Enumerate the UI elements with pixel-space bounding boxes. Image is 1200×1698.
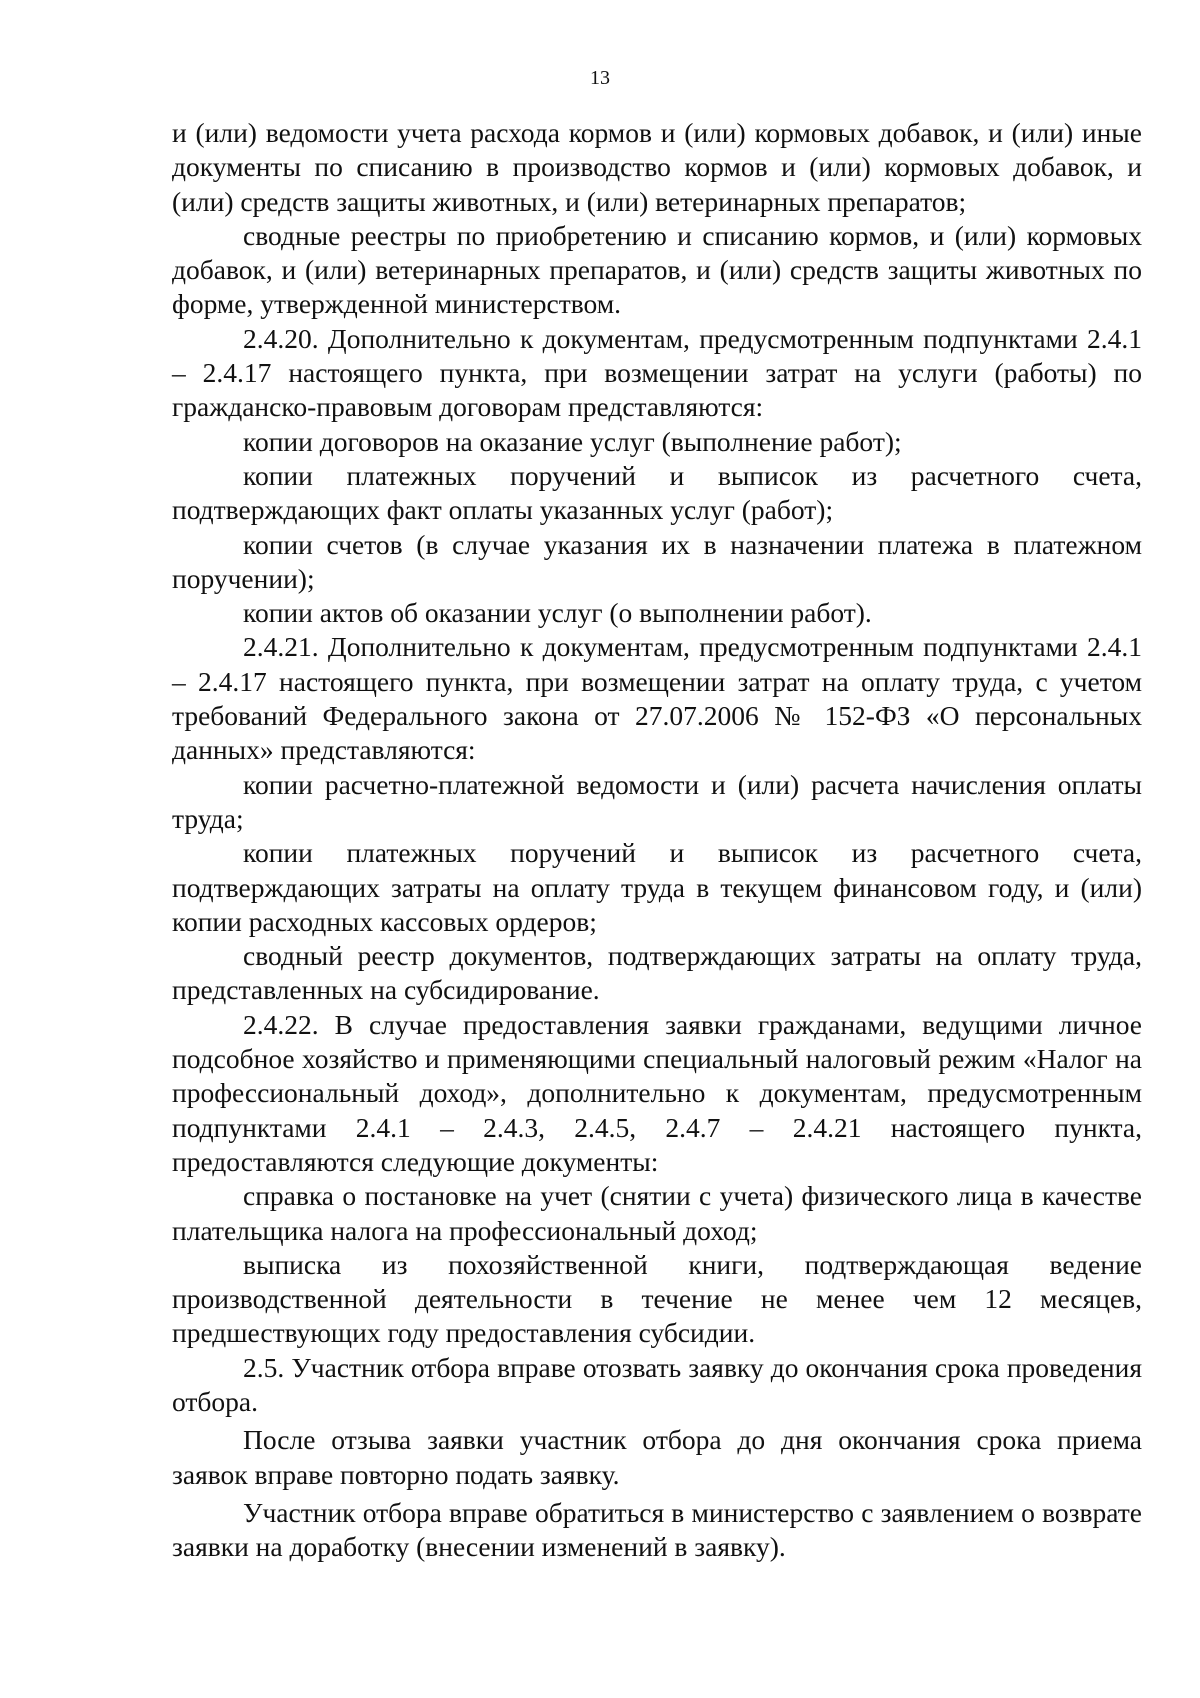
paragraph-6: копии счетов (в случае указания их в назначении платежа в платежном поручении); — [172, 528, 1142, 594]
paragraph-14: выписка из похозяйственной книги, подтверждающая ведение производственной деятельности в течение не менее чем 12 месяцев, предшествующих году предоставления субсидии. — [172, 1248, 1142, 1349]
page-number: 13 — [590, 67, 610, 89]
paragraph-5: копии платежных поручений и выписок из расчетного счета, подтверждающих факт оплаты указанных услуг (работ); — [172, 459, 1142, 526]
paragraph-2: сводные реестры по приобретению и списанию кормов, и (или) кормовых добавок, и (или) ветеринарных препаратов, и (или) средств защиты животных по форме, утвержденной министерством. — [172, 219, 1142, 320]
paragraph-15: 2.5. Участник отбора вправе отозвать заявку до окончания срока проведения отбора. — [172, 1351, 1142, 1417]
paragraph-13: справка о постановке на учет (снятии с учета) физического лица в качестве плательщика налога на профессиональный доход; — [172, 1180, 1142, 1246]
paragraph-10: копии платежных поручений и выписок из расчетного счета, подтверждающих затраты на оплату труда в текущем финансовом году, и (или) копии расходных кассовых ордеров; — [172, 837, 1142, 937]
paragraph-3: 2.4.20. Дополнительно к документам, предусмотренным подпунктами 2.4.1 – 2.4.17 настоящего пункта, при возмещении затрат на услуги (работы) по гражданско-правовым договорам представляются: — [172, 322, 1142, 423]
paragraph-12: 2.4.22. В случае предоставления заявки гражданами, ведущими личное подсобное хозяйство и применяющими специальный налоговый режим «Налог на профессиональный доход», дополнительно к документам, предусмотренным подпунктами 2.4.1 – 2.4.3, 2.4.5, 2.4.7 – 2.4.21 настоящего пункта, предоставляются следующие документы: — [172, 1008, 1142, 1177]
document-body — [172, 116, 1142, 1564]
paragraph-1: и (или) ведомости учета расхода кормов и (или) кормовых добавок, и (или) иные документы по списанию в производство кормов и (или) кормовых добавок, и (или) средств защиты животных, и (или) ветеринарных препаратов; — [172, 117, 1142, 217]
paragraph-11: сводный реестр документов, подтверждающих затраты на оплату труда, представленных на субсидирование. — [172, 940, 1142, 1006]
paragraph-7: копии актов об оказании услуг (о выполнении работ). — [243, 597, 872, 629]
paragraph-17: Участник отбора вправе обратиться в министерство с заявлением о возврате заявки на доработку (внесении изменений в заявку). — [172, 1496, 1142, 1563]
paragraph-16: После отзыва заявки участник отбора до дня окончания срока приема заявок вправе повторно подать заявку. — [172, 1424, 1142, 1490]
paragraph-8: 2.4.21. Дополнительно к документам, предусмотренным подпунктами 2.4.1 – 2.4.17 настоящего пункта, при возмещении затрат на оплату труда, с учетом требований Федерального закона от 27.07.2006 № 152-ФЗ «О персональных данных» представляются: — [172, 631, 1142, 766]
paragraph-4: копии договоров на оказание услуг (выполнение работ); — [243, 425, 902, 457]
paragraph-9: копии расчетно-платежной ведомости и (или) расчета начисления оплаты труда; — [172, 768, 1142, 834]
